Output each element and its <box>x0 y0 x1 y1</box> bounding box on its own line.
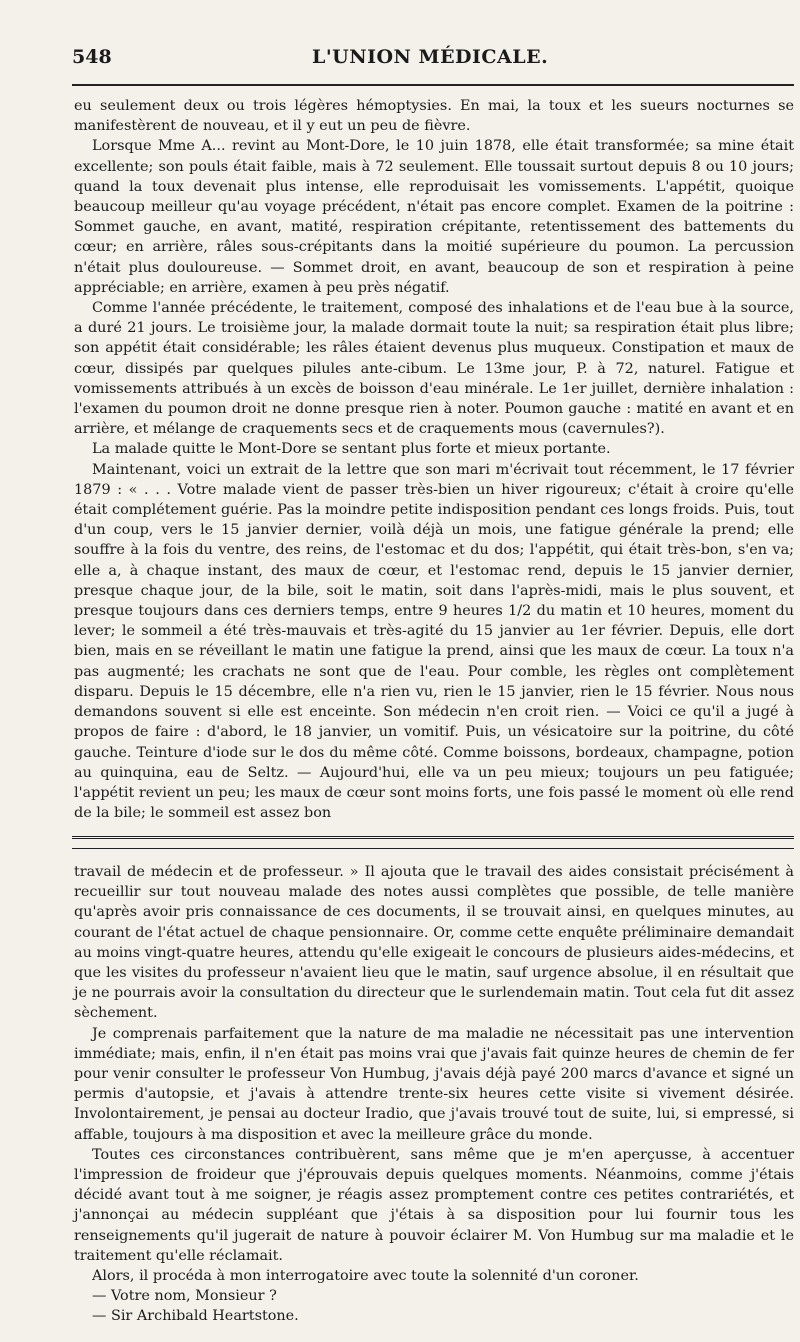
section-separator-rule-thin <box>72 848 794 849</box>
paragraph: Alors, il procéda à mon interrogatoire avec toute la solennité d'un coroner. <box>92 1268 639 1285</box>
paragraph: Je comprenais parfaitement que la nature de ma maladie ne nécessitait pas une intervention immédiate; mais, enfin, il n'en était pas moins vrai que j'avais fait quinze heures de chemin de fer pour venir consulter le professeur Von Humbug, j'avais déjà payé 200 marcs d'avance et signé un permis d'autopsie, et j'avais à attendre trente-six heures cette visite si vivement désirée. Involontairement, je pensai au docteur Iradio, que j'avais trouvé tout de suite, lui, si empressé, si affable, toujours à ma disposition et avec la meilleure grâce du monde. <box>74 1025 794 1143</box>
paragraph: Comme l'année précédente, le traitement, composé des inhalations et de l'eau bue à la source, a duré 21 jours. Le troisième jour, la malade dormait toute la nuit; sa respiration était plus libre; son appétit était considérable; les râles étaient devenus plus muqueux. Constipation et maux de cœur, dissipés par quelques pilules ante-cibum. Le 13me jour, P. à 72, naturel. Fatigue et vomissements attribués à un excès de boisson d'eau minérale. Le 1er juillet, dernière inhalation : l'examen du poumon droit ne donne presque rien à noter. Poumon gauche : matité en avant et en arrière, et mélange de craquements secs et de craquements mous (cavernules?). <box>74 300 794 438</box>
page-header <box>72 46 792 76</box>
paragraph: Lorsque Mme A... revint au Mont-Dore, le 10 juin 1878, elle était transformée; sa mine était excellente; son pouls était faible, mais à 72 seulement. Elle toussait surtout depuis 8 ou 10 jours; quand la toux devenait plus intense, elle reproduisait les vomissements. L'appétit, quoique beaucoup meilleur qu'au voyage précédent, n'était pas encore complet. Examen de la poitrine : Sommet gauche, en avant, matité, respiration crépitante, retentissement des battements du cœur; en arrière, râles sous-crépitants dans la moitié supérieure du poumon. La percussion n'était plus douloureuse. — Sommet droit, en avant, beaucoup de son et respiration à peine appréciable; en arrière, examen à peu près négatif. <box>74 138 794 296</box>
paragraph: Maintenant, voici un extrait de la lettre que son mari m'écrivait tout récemment, le 17 février 1879 : « . . . Votre malade vient de passer très-bien un hiver rigoureux; c'était à croire qu'elle était complétement guérie. Pas la moindre petite indisposition pendant ces longs froids. Puis, tout d'un coup, vers le 15 janvier dernier, voilà déjà un mois, une fatigue générale la prend; elle souffre à la fois du ventre, des reins, de l'estomac et du dos; l'appétit, qui était très-bon, s'en va; elle a, à chaque instant, des maux de cœur, et l'estomac rend, depuis le 15 janvier dernier, presque chaque jour, de la bile, soit le matin, soit dans l'après-midi, mais le plus souvent, et presque toujours dans ces derniers temps, entre 9 heures 1/2 du matin et 10 heures, moment du lever; le sommeil a été très-mauvais et très-agité du 15 janvier au 1er février. Depuis, elle dort bien, mais en se réveillant le matin une fatigue la prend, ainsi que les maux de cœur. La toux n'a pas augmenté; les crachats ne sont que de l'eau. Pour comble, les règles ont complètement disparu. Depuis le 15 décembre, elle n'a rien vu, rien le 15 janvier, rien le 15 février. Nous nous demandons souvent si elle est enceinte. Son médecin n'en croit rien. — Voici ce qu'il a jugé à propos de faire : d'abord, le 18 janvier, un vomitif. Puis, un vésicatoire sur la poitrine, du côté gauche. Teinture d'iode sur le dos du même côté. Comme boissons, bordeaux, champagne, potion au quinquina, eau de Seltz. — Aujourd'hui, elle va un peu mieux; toujours un peu fatiguée; l'appétit revient un peu; les maux de cœur sont moins forts, une fois passé le moment où elle rend de la bile; le sommeil est assez bon <box>74 461 794 822</box>
page-number: 548 <box>72 46 112 68</box>
paragraph: Toutes ces circonstances contribuèrent, sans même que je m'en aperçusse, à accentuer l'impression de froideur que j'éprouvais depuis quelques moments. Néanmoins, comme j'étais décidé avant tout à me soigner, je réagis assez promptement contre ces petites contrariétés, et j'annonçai au médecin suppléant que j'étais à sa disposition pour lui fournir tous les renseignements qu'il jugerait de nature à pouvoir éclairer M. Von Humbug sur ma maladie et le traitement qu'elle réclamait. <box>74 1146 794 1264</box>
dialogue-line: — Votre nom, Monsieur ? <box>92 1288 277 1305</box>
running-title: L'UNION MÉDICALE. <box>312 46 549 68</box>
header-rule <box>72 84 794 86</box>
dialogue-line: — Sir Archibald Heartstone. <box>92 1308 299 1325</box>
feuilleton-section <box>74 862 794 1327</box>
medical-case-section <box>74 96 794 823</box>
section-separator-rule <box>72 836 794 839</box>
paragraph: La malade quitte le Mont-Dore se sentant plus forte et mieux portante. <box>92 441 611 458</box>
paragraph: travail de médecin et de professeur. » Il ajouta que le travail des aides consistait précisément à recueillir sur tout nouveau malade des notes aussi complètes que possible, de telle manière qu'après avoir pris connaissance de ces documents, il se trouvait ainsi, en quelques minutes, au courant de l'état actuel de chaque pensionnaire. Or, comme cette enquête préliminaire demandait au moins vingt-quatre heures, attendu qu'elle exigeait le concours de plusieurs aides-médecins, et que les visites du professeur n'avaient lieu que le matin, sauf urgence absolue, il en résultait que je ne pourrais avoir la consultation du directeur que le surlendemain matin. Tout cela fut dit assez sèchement. <box>74 864 794 1022</box>
paragraph: eu seulement deux ou trois légères hémoptysies. En mai, la toux et les sueurs nocturnes se manifestèrent de nouveau, et il y eut un peu de fièvre. <box>74 98 794 135</box>
